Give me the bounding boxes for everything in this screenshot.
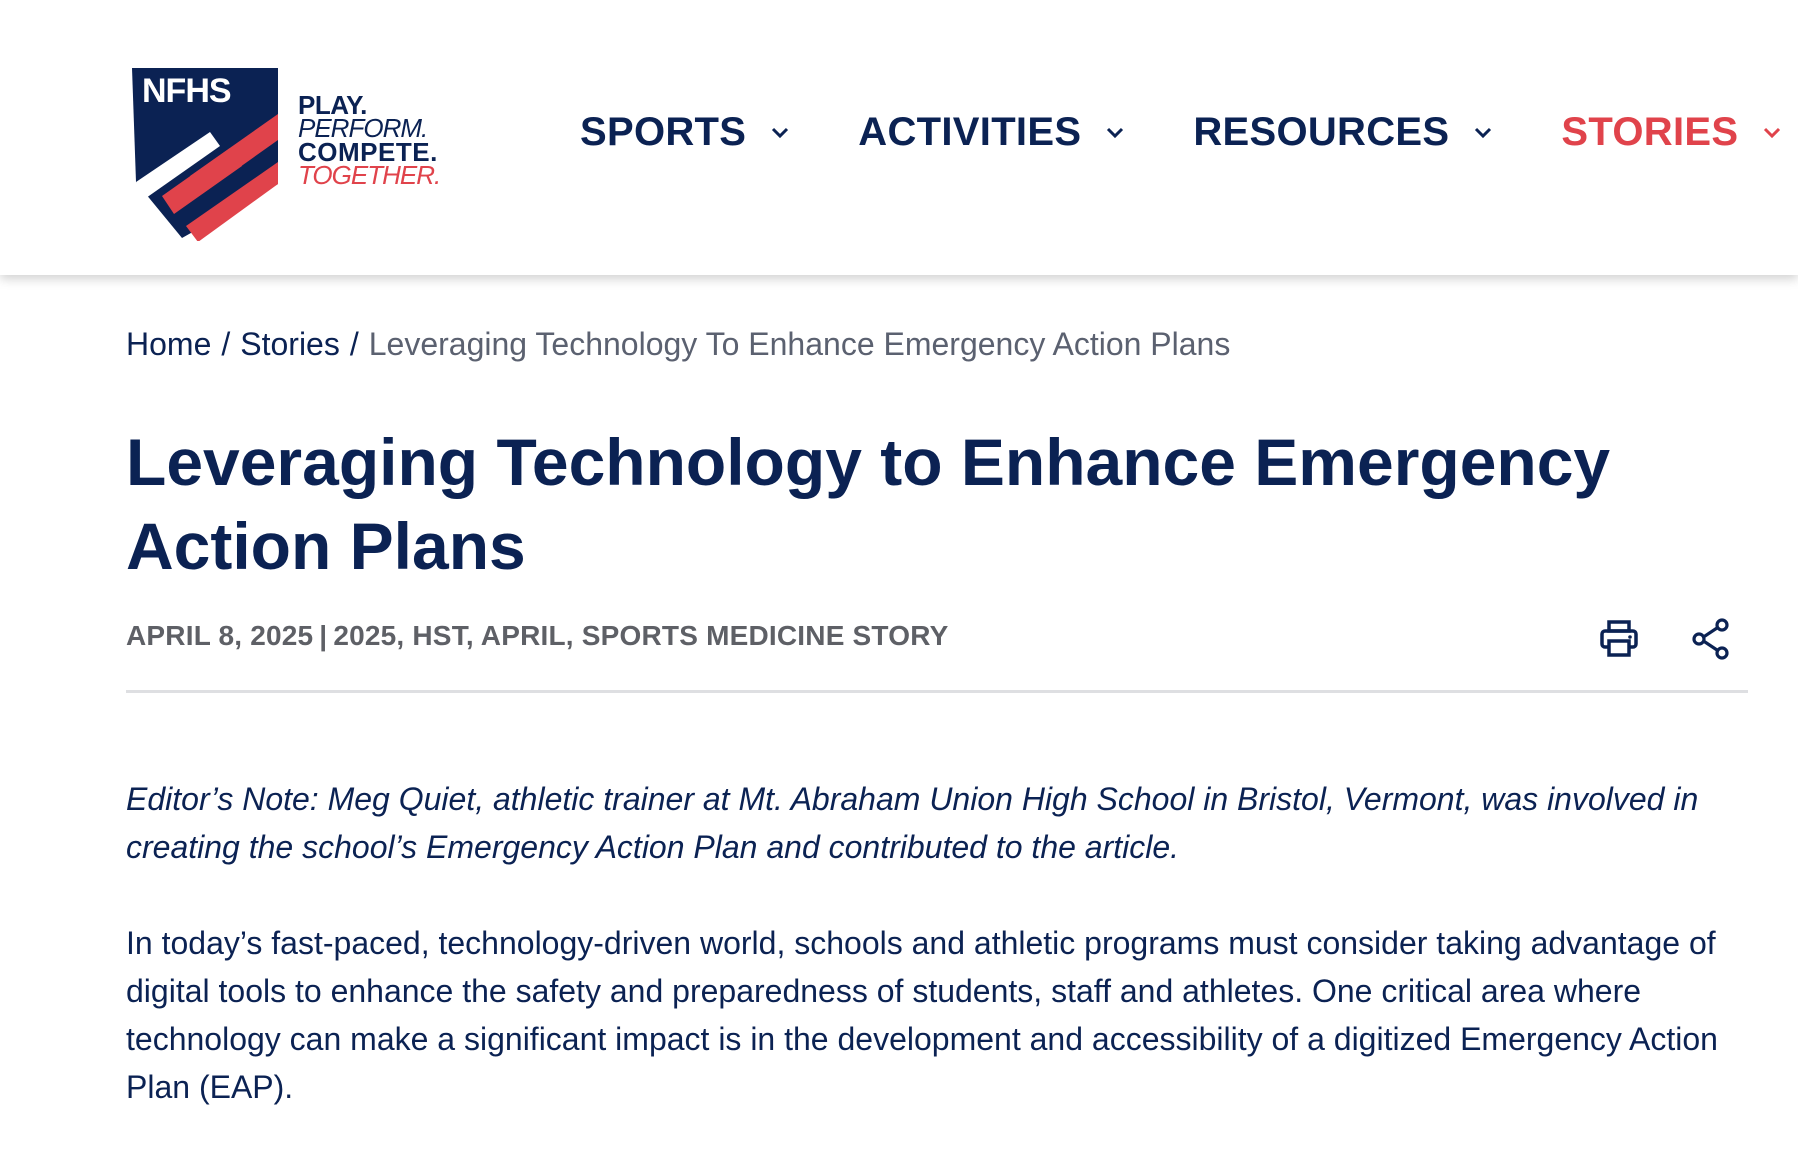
share-icon — [1691, 618, 1731, 660]
nav-item-resources[interactable] — [1193, 110, 1493, 155]
breadcrumb-home-link[interactable]: Home — [126, 326, 212, 362]
logo-line-perform: PERFORM. — [298, 113, 428, 144]
nav-item-activities[interactable] — [858, 110, 1125, 155]
logo-line-play: PLAY. — [298, 90, 367, 120]
chevron-down-icon — [770, 126, 790, 140]
breadcrumb-stories-link[interactable]: Stories — [240, 326, 340, 362]
nav-item-sports[interactable] — [580, 110, 790, 155]
nav-item-label: ACTIVITIES — [858, 110, 1082, 154]
breadcrumb-separator: / — [349, 326, 359, 362]
printer-icon — [1599, 620, 1639, 658]
logo-abbrev: NFHS — [142, 72, 231, 110]
article-paragraph: In today’s fast-paced, technology-driven world, schools and athletic programs must consider taking advantage of digital tools to enhance the safety and preparedness of students, staff and athletes. One critical area where technology can make a significant impact is in the development and accessibility of a digitized Emergency Action Plan (EAP). — [126, 925, 1718, 1105]
chevron-down-icon — [1105, 126, 1125, 140]
article-date: APRIL 8, 2025 — [126, 620, 314, 651]
breadcrumb — [126, 326, 1230, 363]
nav-item-label: STORIES — [1561, 110, 1739, 154]
article-tags: 2025, HST, APRIL, SPORTS MEDICINE STORY — [333, 620, 949, 651]
meta-divider — [126, 690, 1748, 693]
share-button[interactable] — [1686, 614, 1736, 664]
editor-note: Editor’s Note: Meg Quiet, athletic trainer at Mt. Abraham Union High School in Bristol, Vermont, was involved in creating the school’s Emergency Action Plan and contributed to the article. — [126, 781, 1699, 865]
site-header — [0, 0, 1798, 275]
nav-item-label: RESOURCES — [1193, 110, 1450, 154]
main-nav — [580, 110, 1798, 155]
logo-line-together: TOGETHER. — [298, 160, 441, 191]
breadcrumb-current: Leveraging Technology To Enhance Emergency Action Plans — [368, 326, 1231, 362]
nav-item-stories[interactable] — [1561, 110, 1782, 155]
chevron-down-icon — [1473, 126, 1493, 140]
chevron-down-icon — [1762, 126, 1782, 140]
breadcrumb-separator: / — [221, 326, 231, 362]
article-meta — [126, 620, 948, 652]
print-button[interactable] — [1594, 614, 1644, 664]
meta-separator: | — [319, 620, 328, 651]
page-title: Leveraging Technology to Enhance Emergency Action Plans — [126, 425, 1611, 583]
logo-wordmark — [298, 90, 441, 191]
nav-item-label: SPORTS — [580, 110, 747, 154]
nfhs-logo[interactable] — [130, 66, 510, 246]
logo-line-compete: COMPETE. — [298, 136, 438, 167]
